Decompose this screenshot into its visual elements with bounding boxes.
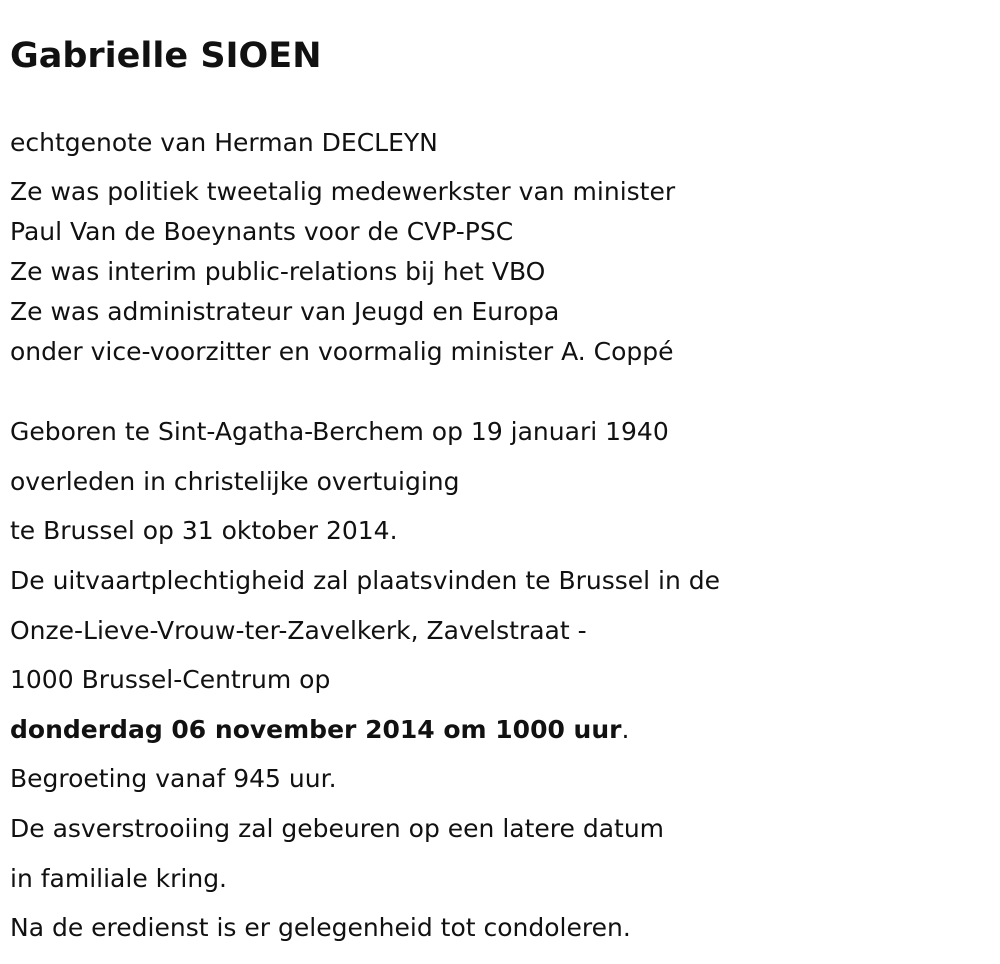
funeral-line-2: Onze-Lieve-Vrouw-ter-Zavelkerk, Zavelstraat - bbox=[10, 616, 587, 645]
funeral-line-1: De uitvaartplechtigheid zal plaatsvinden te Brussel in de bbox=[10, 566, 721, 595]
funeral-line-3: 1000 Brussel-Centrum op bbox=[10, 665, 331, 694]
spouse-line: echtgenote van Herman DECLEYN bbox=[10, 128, 438, 157]
deceased-name: Gabrielle SIOEN bbox=[10, 36, 322, 76]
funeral-datetime: donderdag 06 november 2014 om 1000 uur bbox=[10, 715, 622, 744]
career-line-4: Ze was administrateur van Jeugd en Europa bbox=[10, 297, 560, 326]
greeting-line: Begroeting vanaf 945 uur. bbox=[10, 764, 337, 793]
birth-line: Geboren te Sint-Agatha-Berchem op 19 januari 1940 bbox=[10, 417, 669, 446]
funeral-datetime-line bbox=[10, 714, 629, 746]
career-line-3: Ze was interim public-relations bij het VBO bbox=[10, 257, 546, 286]
death-line-1: overleden in christelijke overtuiging bbox=[10, 467, 460, 496]
funeral-datetime-period: . bbox=[621, 715, 630, 744]
career-line-5: onder vice-voorzitter en voormalig minister A. Coppé bbox=[10, 337, 674, 366]
condolence-line: Na de eredienst is er gelegenheid tot condoleren. bbox=[10, 913, 631, 942]
ash-scattering-line-2: in familiale kring. bbox=[10, 864, 228, 893]
career-line-2: Paul Van de Boeynants voor de CVP-PSC bbox=[10, 217, 514, 246]
ash-scattering-line-1: De asverstrooiing zal gebeuren op een latere datum bbox=[10, 814, 665, 843]
death-line-2: te Brussel op 31 oktober 2014. bbox=[10, 516, 398, 545]
career-line-1: Ze was politiek tweetalig medewerkster van minister bbox=[10, 177, 676, 206]
